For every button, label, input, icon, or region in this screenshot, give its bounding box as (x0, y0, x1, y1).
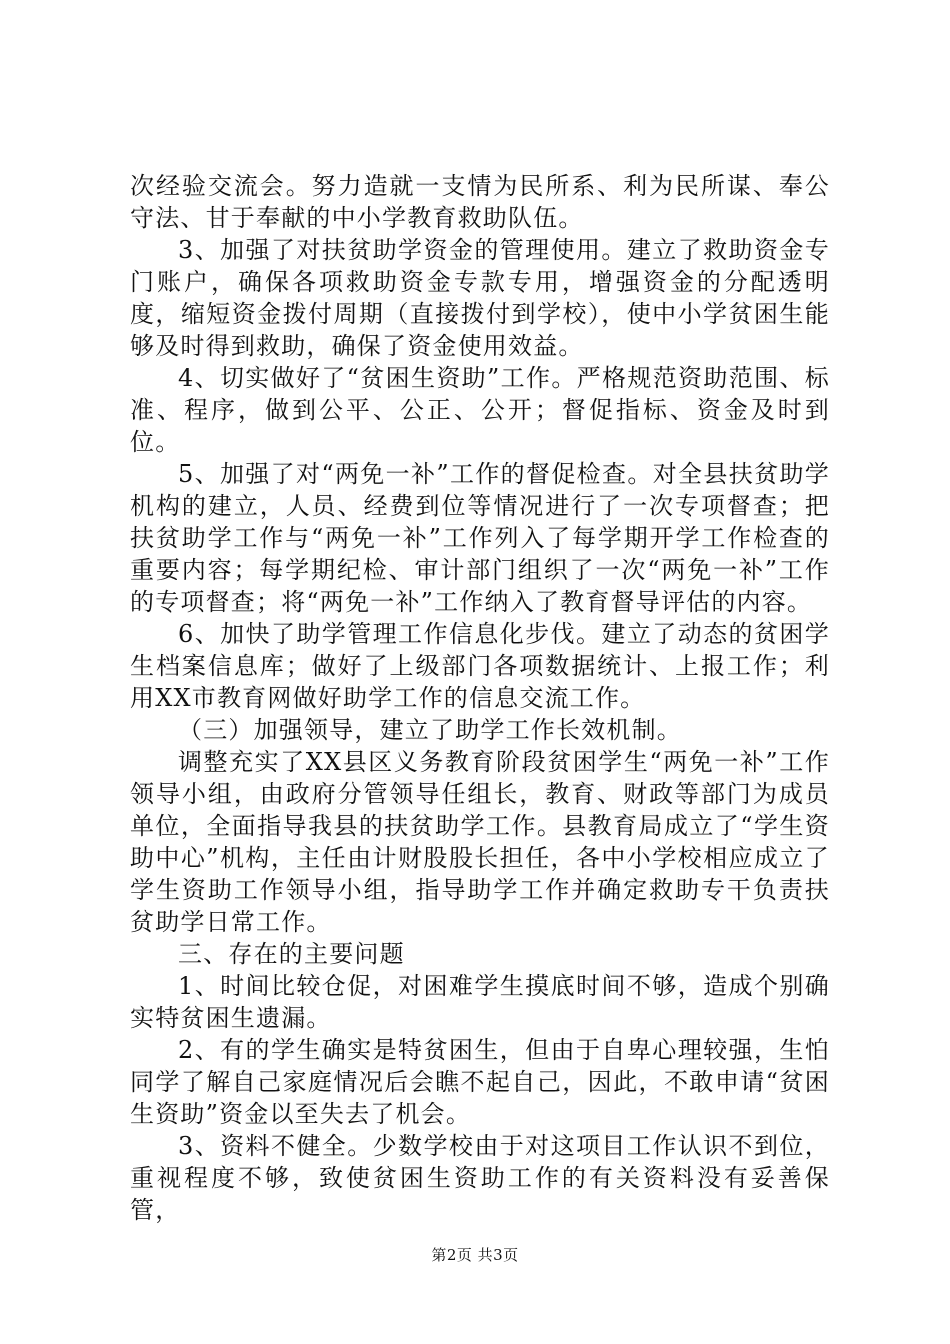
page-footer: 第2页 共3页 (431, 1246, 519, 1264)
section-heading-leadership: （三）加强领导，建立了助学工作长效机制。 (178, 716, 682, 744)
paragraph-supervision: 5、加强了对“两免一补”工作的督促检查。对全县扶贫助学机构的建立，人员、经费到位等情况进行了一次专项督查；把扶贫助学工作与“两免一补”工作列入了每学期开学工作检查的重要内容；每学期纪检、审计部门组织了一次“两免一补”工作的专项督查；将“两免一补”工作纳入了教育督导评估的内容。 (130, 460, 830, 616)
paragraph-leadership-group: 调整充实了XX县区义务教育阶段贫困学生“两免一补”工作领导小组，由政府分管领导任组长，教育、财政等部门为成员单位，全面指导我县的扶贫助学工作。县教育局成立了“学生资助中心”机构，主任由计财股股长担任，各中小学校相应成立了学生资助工作领导小组，指导助学工作并确定救助专干负责扶贫助学日常工作。 (130, 748, 830, 936)
paragraph-informatization: 6、加快了助学管理工作信息化步伐。建立了动态的贫困学生档案信息库；做好了上级部门各项数据统计、上报工作；利用XX市教育网做好助学工作的信息交流工作。 (130, 620, 830, 712)
paragraph-problem-2: 2、有的学生确实是特贫困生，但由于自卑心理较强，生怕同学了解自己家庭情况后会瞧不起自己，因此，不敢申请“贫困生资助”资金以至失去了机会。 (130, 1036, 830, 1128)
paragraph-continuation: 次经验交流会。努力造就一支情为民所系、利为民所谋、奉公守法、甘于奉献的中小学教育救助队伍。 (130, 172, 830, 232)
paragraph-poor-student-aid: 4、切实做好了“贫困生资助”工作。严格规范资助范围、标准、程序，做到公平、公正、公开；督促指标、资金及时到位。 (130, 364, 830, 456)
paragraph-problem-3: 3、资料不健全。少数学校由于对这项目工作认识不到位，重视程度不够，致使贫困生资助工作的有关资料没有妥善保管， (130, 1132, 830, 1224)
paragraph-problem-1: 1、时间比较仓促，对困难学生摸底时间不够，造成个别确实特贫困生遗漏。 (130, 972, 830, 1032)
section-heading-problems: 三、存在的主要问题 (178, 940, 405, 968)
document-body (130, 170, 830, 1226)
paragraph-fund-management: 3、加强了对扶贫助学资金的管理使用。建立了救助资金专门账户，确保各项救助资金专款专用，增强资金的分配透明度，缩短资金拨付周期（直接拨付到学校），使中小学贫困生能够及时得到救助，确保了资金使用效益。 (130, 236, 830, 360)
